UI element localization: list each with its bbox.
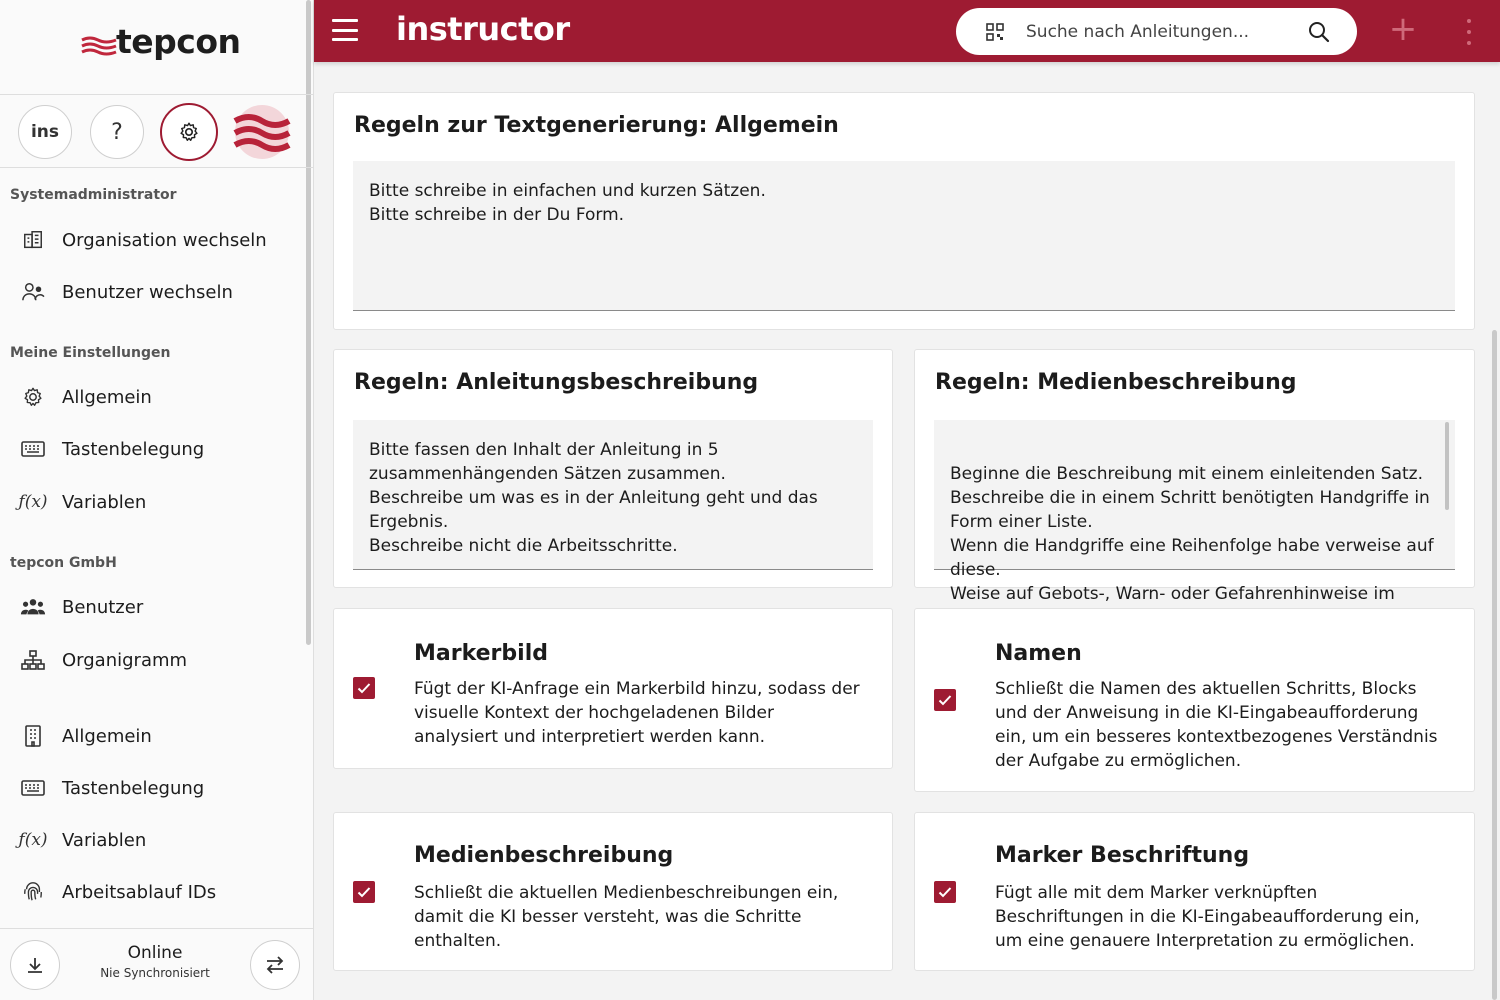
sidebar-item-label: Organigramm (62, 649, 188, 671)
keyboard-icon (20, 775, 46, 801)
sidebar-item-variablen-personal[interactable] (20, 484, 146, 520)
online-status-text: Online (127, 943, 183, 963)
sidebar-logo (0, 0, 313, 95)
search-input[interactable] (1026, 20, 1296, 44)
users-icon (20, 594, 46, 620)
main-scrollbar[interactable] (1492, 330, 1497, 1000)
section-heading-systemadministrator: Systemadministrator (10, 187, 177, 203)
add-icon[interactable]: + (1388, 9, 1418, 49)
card-title: Regeln: Anleitungsbeschreibung (354, 370, 759, 395)
sidebar-item-allgemein-organisation[interactable] (20, 718, 152, 754)
option-description: Fügt der KI-Anfrage ein Markerbild hinzu, sodass der visuelle Kontext der hochgeladenen Bilder analysiert und interpretiert werden kann. (414, 679, 860, 747)
question-icon: ? (111, 119, 123, 145)
checkmark-icon (356, 884, 372, 900)
top-bar (314, 0, 1500, 62)
org-chart-icon (20, 647, 46, 673)
instruction-rules-textarea[interactable]: Bitte fassen den Inhalt der Anleitung in 5 zusammenhängenden Sätzen zusammen. Beschreibe um was es in der Anleitung geht und das Ergebnis. Beschreibe nicht die Arbeitsschritte. (353, 420, 873, 570)
option-title: Marker Beschriftung (995, 843, 1250, 868)
option-namen (914, 608, 1475, 792)
gear-icon (20, 384, 46, 410)
option-title: Medienbeschreibung (414, 843, 674, 868)
sidebar-item-organisation-wechseln[interactable] (20, 222, 267, 258)
more-vertical-icon[interactable] (1464, 19, 1474, 45)
media-rules-textarea[interactable] (934, 420, 1455, 604)
sidebar-item-label: Tastenbelegung (62, 777, 205, 799)
namen-checkbox[interactable] (934, 689, 956, 711)
gear-icon (178, 121, 200, 143)
marker-beschriftung-checkbox[interactable] (934, 881, 956, 903)
media-rules-text: Beginne die Beschreibung mit einem einleitenden Satz. Beschreibe die in einem Schritt benötigten Handgriffe in Form einer Liste. Wenn die Handgriffe eine Reihenfolge habe verweise auf diese. Weise auf Gebots-, Warn- oder Gefahrenhinweise im (950, 464, 1434, 604)
sidebar-item-tastenbelegung-personal[interactable] (20, 431, 204, 467)
medienbeschreibung-checkbox[interactable] (353, 881, 375, 903)
sidebar-item-benutzer[interactable] (20, 589, 143, 625)
sidebar-item-allgemein-personal[interactable] (20, 379, 152, 415)
sidebar-item-label: Variablen (62, 829, 147, 851)
sidebar-item-label: Organisation wechseln (62, 229, 267, 251)
sync-status-text: Nie Synchronisiert (100, 966, 210, 980)
fingerprint-icon (20, 879, 46, 905)
option-description: Schließt die Namen des aktuellen Schritts, Blocks und der Anweisung in die KI-Eingabeaufforderung ein, um ein besseres kontextbezogenes Verständnis der Aufgabe zu ermöglichen. (995, 679, 1438, 771)
option-title: Namen (995, 641, 1082, 666)
sidebar-item-label: Allgemein (62, 386, 152, 408)
ins-icon: ins (30, 122, 60, 142)
sidebar-item-tastenbelegung-organisation[interactable] (20, 770, 204, 806)
option-description: Schließt die aktuellen Medienbeschreibungen ein, damit die KI besser versteht, was die Schritte enthalten. (414, 883, 839, 951)
user-switch-icon (20, 279, 46, 305)
tepcon-logo-text: tepcon (116, 22, 241, 61)
keyboard-icon (20, 436, 46, 462)
sidebar-item-variablen-organisation[interactable] (20, 822, 146, 858)
general-rules-card (333, 92, 1475, 330)
sidebar-item-label: Allgemein (62, 725, 152, 747)
organisation-avatar[interactable] (235, 105, 289, 159)
option-markerbild (333, 608, 893, 769)
markerbild-checkbox[interactable] (353, 677, 375, 699)
sidebar-item-organigramm[interactable] (20, 642, 187, 678)
sidebar-item-benutzer-wechseln[interactable] (20, 274, 233, 310)
qr-code-icon[interactable] (986, 23, 1004, 41)
sidebar-item-label: Arbeitsablauf IDs (62, 881, 217, 903)
textarea-scrollbar[interactable] (1445, 422, 1449, 510)
sidebar (0, 0, 314, 1000)
sync-arrows-icon (264, 955, 286, 975)
sidebar-item-label: Benutzer (62, 596, 144, 618)
menu-icon[interactable] (332, 19, 358, 41)
sidebar-quick-icons (0, 95, 313, 168)
sidebar-item-label: Tastenbelegung (62, 438, 205, 460)
sidebar-footer (0, 928, 313, 1000)
option-title: Markerbild (414, 641, 548, 666)
card-title: Regeln zur Textgenerierung: Allgemein (354, 113, 839, 138)
building-icon (20, 723, 46, 749)
download-button[interactable] (10, 940, 60, 990)
search-icon[interactable] (1308, 21, 1330, 43)
sync-status (70, 943, 240, 980)
building-switch-icon (20, 227, 46, 253)
sync-button[interactable] (250, 940, 300, 990)
instruction-rules-card (333, 349, 893, 588)
checkmark-icon (937, 884, 953, 900)
sidebar-item-label: Benutzer wechseln (62, 281, 233, 303)
download-icon (25, 955, 45, 975)
tepcon-avatar-icon (235, 105, 289, 159)
section-heading-meine-einstellungen: Meine Einstellungen (10, 345, 171, 361)
section-heading-organisation: tepcon GmbH (10, 555, 117, 571)
tepcon-logo-icon (82, 34, 116, 58)
help-button[interactable] (90, 105, 144, 159)
checkmark-icon (356, 680, 372, 696)
general-rules-textarea[interactable]: Bitte schreibe in einfachen und kurzen Sätzen. Bitte schreibe in der Du Form. (353, 161, 1455, 311)
media-rules-card (914, 349, 1475, 604)
function-icon: ƒ(x) (18, 830, 48, 850)
sidebar-item-label: Variablen (62, 491, 147, 513)
search-bar (956, 8, 1357, 55)
function-icon: ƒ(x) (18, 492, 48, 512)
instructor-brand: instructor (396, 10, 570, 48)
option-description: Fügt alle mit dem Marker verknüpften Beschriftungen in die KI-Eingabeaufforderung ein, um eine genauere Interpretation zu ermöglichen. (995, 883, 1420, 951)
checkmark-icon (937, 692, 953, 708)
option-marker-beschriftung (914, 812, 1475, 971)
settings-button[interactable] (160, 103, 218, 161)
option-medienbeschreibung (333, 812, 893, 971)
sidebar-item-arbeitsablauf-ids[interactable] (20, 874, 216, 910)
instructor-app-button[interactable] (18, 105, 72, 159)
card-title: Regeln: Medienbeschreibung (935, 370, 1297, 395)
